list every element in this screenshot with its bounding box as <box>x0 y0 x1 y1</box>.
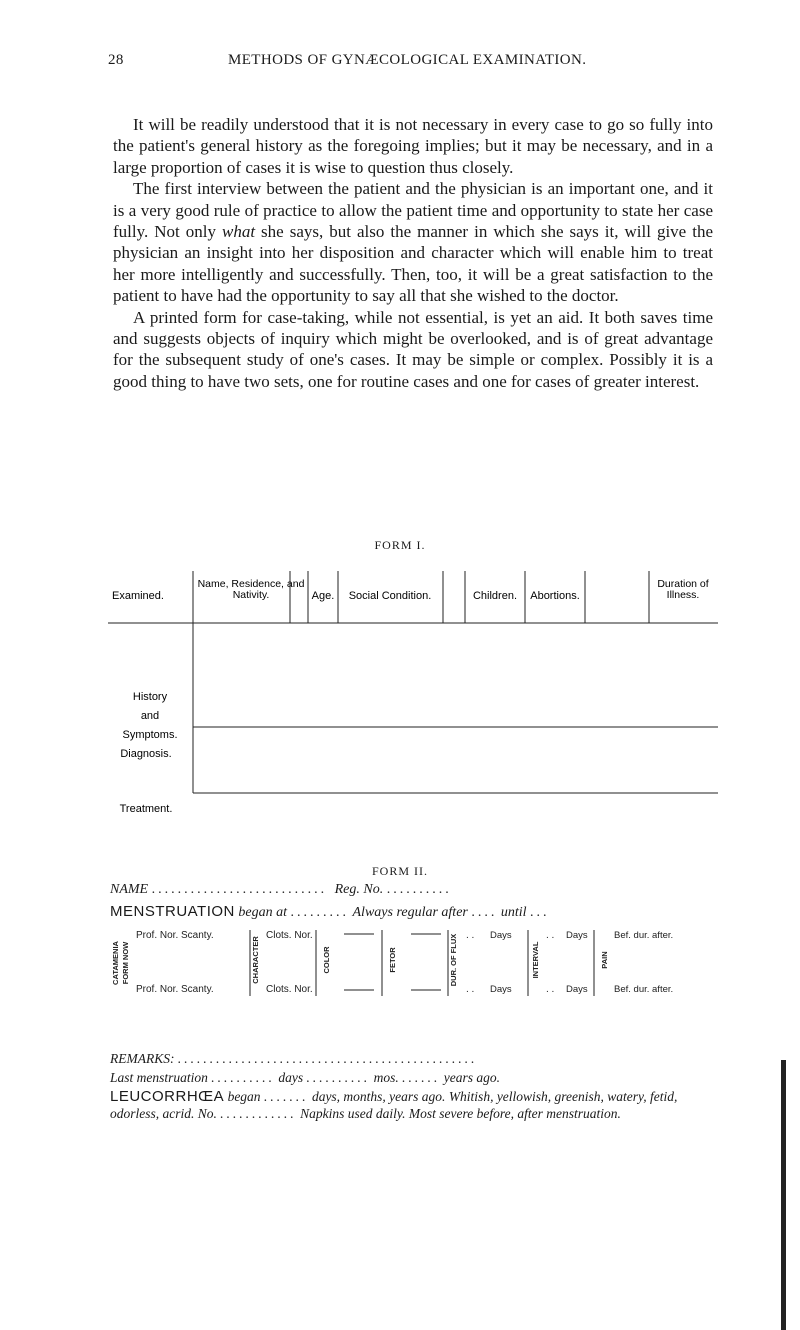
dot-leader: .......... <box>211 1070 276 1085</box>
form-now-label: FORM NOW <box>121 941 130 985</box>
days-unit: days <box>278 1070 304 1085</box>
dot-leader: ... <box>530 905 550 920</box>
running-title: METHODS OF GYNÆCOLOGICAL EXAMINATION. <box>228 52 587 68</box>
character-label: CHARACTER <box>251 936 260 984</box>
form-1-title: FORM I. <box>374 538 426 552</box>
col-duration-line: Duration of <box>657 578 709 590</box>
years-ago-unit: years ago. <box>443 1070 501 1085</box>
dot-leader: . . <box>466 930 475 941</box>
col-examined: Examined. <box>112 590 164 602</box>
leucorrhoea-block <box>110 1088 720 1122</box>
leucorrhoea-units: days, months, years ago. <box>311 1089 446 1104</box>
clots-normal: Clots. Nor. <box>266 984 313 995</box>
catamenia-label: CATAMENIA <box>111 941 120 985</box>
flux-days-now: Days <box>490 930 512 941</box>
dot-leader: ........................... <box>151 882 328 897</box>
col-name-residence-line: Nativity. <box>232 589 270 601</box>
remarks-line <box>110 1050 720 1067</box>
dot-leader: ....... <box>263 1089 309 1104</box>
remarks-label: REMARKS: <box>110 1051 175 1066</box>
name-line <box>110 882 720 898</box>
dot-leader: .... <box>471 905 498 920</box>
row-diagnosis: Diagnosis. <box>120 748 172 760</box>
pain-label: PAIN <box>600 951 609 969</box>
form-1-table <box>108 563 718 843</box>
col-social-condition: Social Condition. <box>348 590 432 602</box>
always-regular-label: Always regular after <box>352 905 468 920</box>
dot-leader: .......... <box>306 1070 371 1085</box>
col-age: Age. <box>311 590 335 602</box>
amount-normal: Prof. Nor. Scanty. <box>136 984 214 995</box>
dur-of-flux-label: DUR. OF FLUX <box>449 933 458 987</box>
col-duration-line: Illness. <box>666 589 700 601</box>
form-2-title: FORM II. <box>371 864 428 878</box>
flux-days-normal: Days <box>490 984 512 995</box>
dot-leader: . . <box>546 984 555 995</box>
running-header <box>108 52 714 76</box>
number-label: No. <box>197 1106 217 1121</box>
fetor-label: FETOR <box>388 947 397 973</box>
interval-label: INTERVAL <box>531 941 540 979</box>
began-label: began <box>227 1089 261 1104</box>
row-history <box>122 691 177 741</box>
until-label: until <box>500 905 527 920</box>
dot-leader: ......... <box>290 905 349 920</box>
paragraph: A printed form for case-taking, while not essential, is yet an aid. It both saves time and suggests objects of inquiry which might be overlooked, and is of great advantage for the subsequent study of one's cases. It may be simple or complex. Possibly it is a good thing to have two sets, one for routine cases and one for cases of greater interest. <box>113 307 713 391</box>
dot-leader: ...... <box>402 1070 441 1085</box>
page-number: 28 <box>108 52 124 68</box>
pain-normal: Bef. dur. after. <box>614 984 674 995</box>
menstruation-label: MENSTRUATION <box>110 903 235 920</box>
body-text <box>113 114 713 392</box>
col-abortions: Abortions. <box>530 590 580 602</box>
dot-leader: .......... <box>386 882 452 897</box>
dot-leader: . . <box>466 984 475 995</box>
most-severe-label: Most severe before, after menstruation. <box>408 1106 621 1121</box>
menstruation-line <box>110 903 720 921</box>
col-name-residence <box>198 578 305 601</box>
last-menstruation-line <box>110 1069 720 1086</box>
row-history-line: Symptoms. <box>122 729 178 741</box>
row-history-line: and <box>140 710 160 722</box>
paragraph: It will be readily understood that it is not necessary in every case to go so fully into the patient's general history as the foregoing implies; but it may be necessary, and in a large proportion of cases it is wise to question thus closely. <box>113 115 713 177</box>
napkins-label: Napkins used daily. <box>300 1106 406 1121</box>
pain-now: Bef. dur. after. <box>614 930 674 941</box>
catamenia-table <box>108 928 720 1040</box>
interval-days-now: Days <box>566 930 588 941</box>
interval-days-normal: Days <box>566 984 588 995</box>
row-treatment: Treatment. <box>119 803 173 815</box>
row-history-line: History <box>132 691 168 703</box>
began-at-label: began at <box>238 905 287 920</box>
reg-no-label: Reg. No. <box>334 882 384 897</box>
amount-now: Prof. Nor. Scanty. <box>136 930 214 941</box>
paragraph: The first interview between the patient and the physician is an important one, and it is a very good rule of practice to allow the patient time and opportunity to state her case fully. Not only what she says, but also the manner in which she says it, will give the physician an insight into her disposition and character which will enable him to treat her more intelligently and successfully. Then, too, it will be a great satisfaction to the patient to have had the opportunity to say all that she wished to the doctor. <box>113 179 713 306</box>
col-name-residence-line: Name, Residence, and <box>197 578 305 590</box>
col-duration <box>657 578 708 601</box>
dot-leader: ............ <box>220 1106 297 1121</box>
scan-edge-mark <box>781 1060 786 1330</box>
mos-unit: mos. <box>373 1070 399 1085</box>
clots-now: Clots. Nor. <box>266 930 313 941</box>
col-children: Children. <box>472 590 518 602</box>
name-label: NAME <box>110 882 149 897</box>
last-menstruation-label: Last menstruation <box>110 1070 208 1085</box>
dot-leader: . . <box>546 930 555 941</box>
leucorrhoea-colours: Whitish, yellowish, greenish, watery, fetid, odorless, acrid. <box>110 1089 678 1121</box>
color-label: COLOR <box>322 946 331 974</box>
leucorrhoea-label: LEUCORRHŒA <box>110 1088 225 1105</box>
dot-leader: ............................................... <box>177 1051 478 1066</box>
